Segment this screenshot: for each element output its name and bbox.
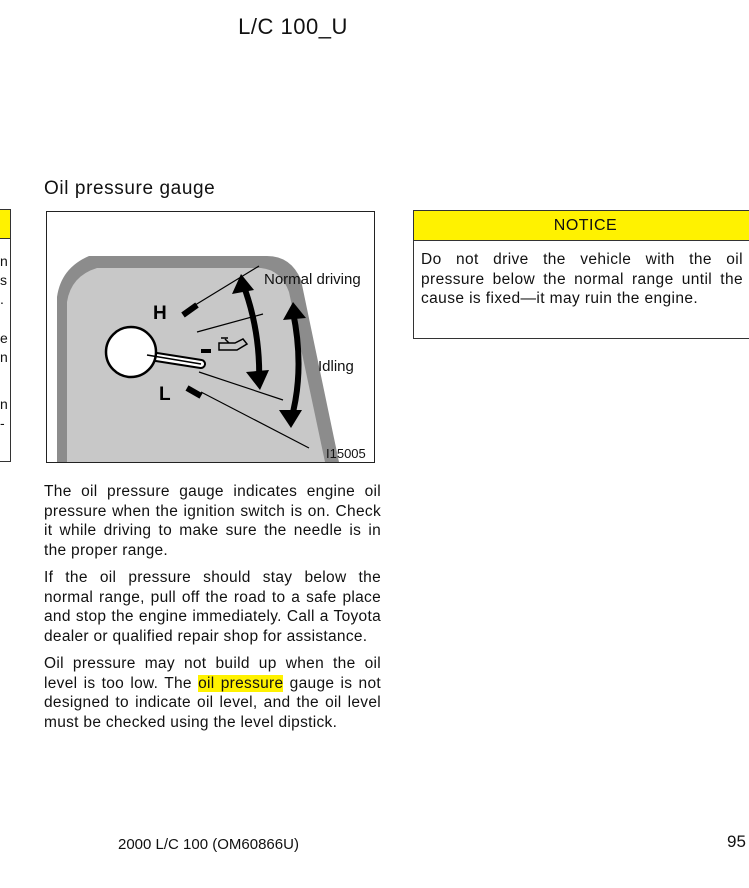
page-number: 95	[727, 832, 746, 851]
fragment-char: e	[0, 330, 8, 346]
body-text	[44, 482, 381, 740]
oil-gauge-illustration	[47, 212, 374, 462]
footer-document-id: 2000 L/C 100 (OM60866U)	[118, 836, 299, 853]
notice-text: Do not drive the vehicle with the oil pressure below the normal range until the cause is fixed—it may ruin the engine.	[421, 251, 743, 307]
paragraph-3-start: Oil pressure may not build up when the oil level is too low. The	[44, 655, 381, 692]
oil-gauge-figure	[46, 211, 375, 463]
notice-heading: NOTICE	[414, 211, 749, 241]
gauge-hub	[106, 327, 156, 377]
paragraph-1: The oil pressure gauge indicates engine oil pressure when the ignition switch is on. Check it while driving to make sure the needle is in the proper range.	[44, 483, 381, 559]
page-header: L/C 100_U	[238, 14, 348, 39]
low-label: L	[159, 384, 171, 405]
paragraph-3	[44, 654, 381, 732]
fragment-char: n	[0, 253, 8, 269]
high-label: H	[153, 303, 167, 324]
fragment-char: n	[0, 396, 8, 412]
paragraph-2: If the oil pressure should stay below the normal range, pull off the road to a safe place and stop the engine immediately. Call a Toyota dealer or qualified repair shop for assistance.	[44, 569, 381, 645]
fragment-char: s	[0, 272, 7, 288]
highlighted-text[interactable]: oil pressure	[198, 674, 284, 692]
paragraph-3-end: gauge is not designed to indicate oil level, and the oil level must be checked using the level dipstick.	[44, 674, 382, 731]
fragment-char: -	[0, 415, 5, 431]
previous-column-fragment	[0, 209, 11, 462]
idling-label: Idling	[318, 358, 354, 375]
fragment-char: .	[0, 291, 4, 307]
fragment-notice-bar	[0, 210, 10, 239]
figure-id: I15005	[326, 446, 366, 461]
fragment-char: n	[0, 349, 8, 365]
section-title: Oil pressure gauge	[44, 178, 216, 199]
normal-driving-label: Normal driving	[264, 271, 361, 288]
notice-box	[413, 210, 749, 339]
